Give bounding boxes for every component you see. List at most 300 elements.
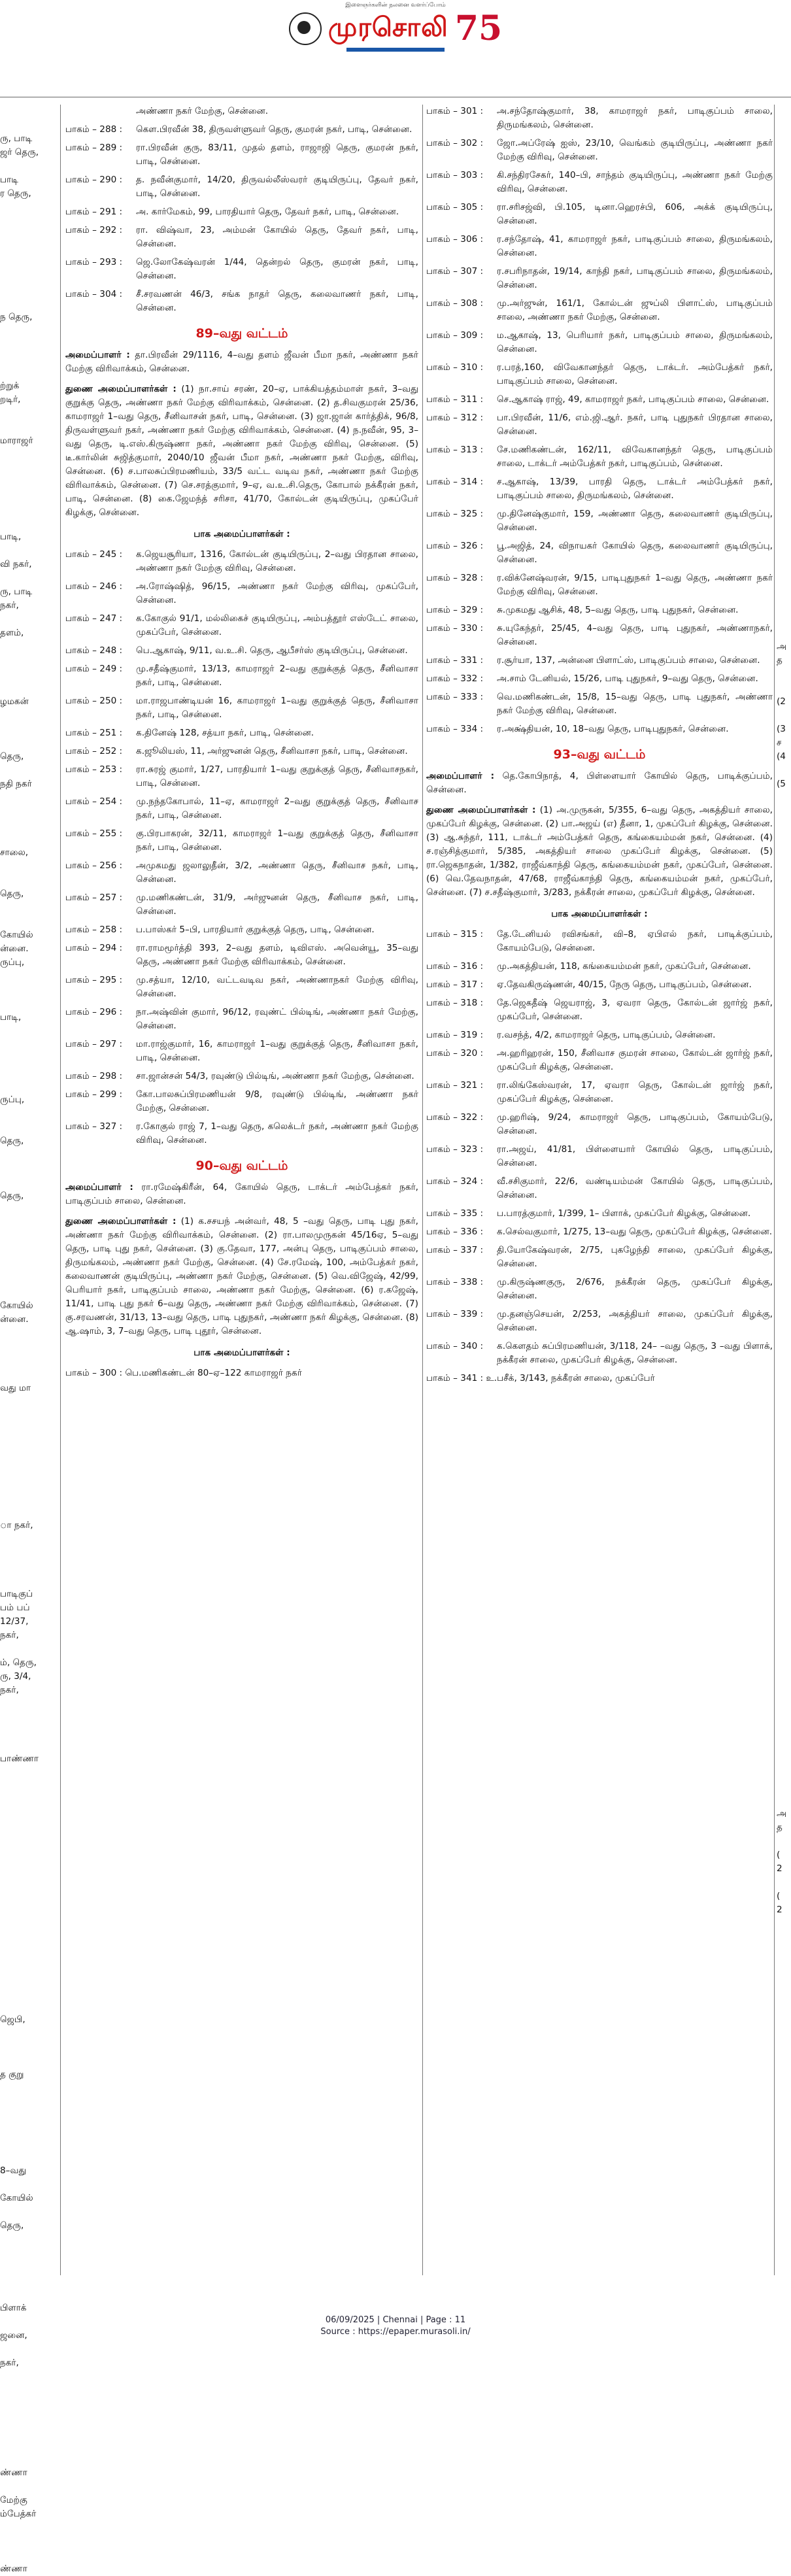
- cut-off-text-fragment: [0, 283, 58, 297]
- cut-off-text-fragment: [777, 819, 791, 832]
- cut-off-text-fragment: [777, 1230, 791, 1244]
- cut-off-text-fragment: [777, 1409, 791, 1423]
- cut-off-text-fragment: [777, 1752, 791, 1766]
- booth-organizer-address: த. நவீன்குமார், 14/20, திருவல்லீஸ்வரர் குடியிருப்பு, தேவர் நகர், பாடி, சென்னை.: [136, 175, 418, 199]
- column-divider: [422, 105, 423, 2275]
- booth-entry: [65, 224, 418, 251]
- cut-off-text-fragment: பிளாக்: [0, 2303, 27, 2313]
- cut-off-text-fragment: [0, 2123, 58, 2137]
- booth-label: பாகம் – 254 :: [65, 796, 123, 807]
- booth-organizer-address: ச.ஆகாஷ், 13/39, பாரதி தெரு, டாக்டர் அம்பேத்கர் நகர், பாடிகுப்பம் சாலை, திருமங்கலம், சென்னை.: [497, 477, 773, 501]
- cut-off-text-fragment: [777, 901, 791, 915]
- cut-off-text-fragment: [777, 1052, 791, 1066]
- cut-off-text-fragment: [0, 791, 58, 805]
- booth-label: பாகம் – 297 :: [65, 1039, 123, 1049]
- booth-entry: [426, 1111, 773, 1138]
- tagline: இளைஞர்களின் நலனை வளர்ப்போம்: [345, 2, 446, 8]
- booth-entry: [65, 1070, 418, 1083]
- cut-off-text-fragment: ண்ணா: [0, 2467, 27, 2478]
- cut-off-text-fragment: [0, 1546, 58, 1560]
- booth-entry: [65, 827, 418, 855]
- booth-entry: [65, 923, 418, 937]
- cut-off-text-fragment: [0, 2398, 58, 2411]
- cut-off-text-fragment: [0, 1821, 58, 1835]
- cut-off-text-fragment: [0, 1835, 58, 1848]
- cut-off-text-fragment: [777, 983, 791, 997]
- cut-off-text-fragment: [0, 1986, 58, 1999]
- cut-off-text-fragment: [0, 324, 58, 338]
- cut-off-text-fragment: [0, 2439, 58, 2452]
- footer-source-link[interactable]: Source : https://epaper.murasoli.in/: [320, 2327, 471, 2337]
- booth-organizer-address: ஏ.தேவகிருஷ்ணன், 40/15, நேரு தெரு, பாடிகுப்பம், சென்னை.: [497, 979, 752, 990]
- cut-off-text-fragment: [777, 1931, 791, 1944]
- cut-off-text-fragment: [777, 1766, 791, 1780]
- cut-off-text-fragment: [0, 256, 58, 269]
- cut-off-text-fragment: [777, 2137, 791, 2150]
- cut-off-text-fragment: [777, 1203, 791, 1217]
- cut-off-text-fragment: [0, 1052, 58, 1066]
- booth-organizer-address: அ.சாம் டேனியல், 15/26, பாடி புதுநகர், 9–வது தெரு, சென்னை.: [497, 673, 758, 684]
- cut-off-text-fragment: [0, 764, 58, 777]
- booth-organizer-address: க.ஜூலியஸ், 11, அர்ஜுனன் தெரு, சீனிவாசா நகர், பாடி, சென்னை.: [136, 746, 408, 756]
- cut-off-text-fragment: [777, 805, 791, 819]
- booth-organizer-address: க.கோகுல் 91/1, மல்லிகைச் குடியிருப்பு, அம்பத்தூர் எஸ்டேட் சாலை, முகப்பேர், சென்னை.: [136, 613, 418, 637]
- cut-off-text-fragment: [777, 1107, 791, 1121]
- cut-off-text-fragment: [777, 1079, 791, 1093]
- cut-off-text-fragment: [777, 1313, 791, 1327]
- cut-off-text-fragment: [777, 1436, 791, 1450]
- booth-organizer-address: அமுகமது ஜலாலுதீன், 3/2, அண்ணா தெரு, சீனிவாச நகர், பாடி, சென்னை.: [136, 860, 418, 885]
- page-footer: [0, 2314, 791, 2338]
- cut-off-text-fragment: [777, 1505, 791, 1519]
- cut-off-text-fragment: [777, 915, 791, 928]
- cut-off-text-fragment: றடிர்,: [0, 394, 21, 405]
- cut-off-text-fragment: [777, 352, 791, 365]
- cut-off-text-fragment: [777, 2095, 791, 2109]
- booth-organizer-address: தே.ஜெகதீஷ் ஜெயராஜ், 3, ஏவரா தெரு, கோல்டன் ஜார்ஜ் நகர், முகப்பேர், சென்னை.: [497, 998, 773, 1022]
- booth-organizer-address: ரா.அஜய், 41/81, பிள்ளையார் கோயில் தெரு, பாடிகுப்பம், சென்னை.: [497, 1144, 773, 1168]
- booth-entry: [426, 1079, 773, 1106]
- cut-off-text-fragment: ஜனை,: [0, 2330, 27, 2341]
- booth-organizer-address: வீ.சசிகுமார், 22/6, வண்டியம்மன் கோயில் தெரு, பாடிகுப்பம், சென்னை.: [497, 1176, 773, 1200]
- ward-heading-93: 93–வது வட்டம்: [553, 747, 646, 762]
- column-middle: [65, 105, 418, 1385]
- ward-heading-90: 90–வது வட்டம்: [195, 1159, 288, 1173]
- cut-off-text-fragment: (4: [777, 751, 786, 762]
- cut-off-text-fragment: [0, 860, 58, 873]
- cut-off-text-fragment: தெரு,: [0, 889, 24, 899]
- booth-label: பாகம் – 252 :: [65, 746, 123, 756]
- cut-off-text-fragment: [777, 1835, 791, 1848]
- cut-off-text-fragment: கோயில்: [0, 1300, 33, 1311]
- booth-label: பாகம் – 247 :: [65, 613, 123, 624]
- booth-label: பாகம் – 323 :: [426, 1144, 484, 1155]
- cut-off-text-fragment: [0, 2082, 58, 2095]
- cut-off-text-fragment: [777, 1176, 791, 1189]
- cut-off-text-fragment: [777, 681, 791, 695]
- cut-off-text-fragment: [0, 1738, 58, 1752]
- cut-off-text-fragment: [777, 1642, 791, 1656]
- brand-underline: [346, 48, 445, 52]
- booth-organizer-address: அண்ணா நகர் மேற்கு, சென்னை.: [136, 106, 269, 116]
- cut-off-text-fragment: [777, 1629, 791, 1642]
- booth-organizer-address: மு.மணிகண்டன், 31/9, அர்ஜுனன் தெரு, சீனிவாச நகர், பாடி, சென்னை.: [136, 892, 418, 917]
- booth-entry: [426, 1340, 773, 1367]
- cut-off-text-fragment: [777, 1491, 791, 1505]
- cut-off-text-fragment: பாடி,: [0, 532, 22, 542]
- booth-organizer-address: ர.சபரிநாதன், 19/14, காந்தி நகர், பாடிகுப்பம் சாலை, திருமங்கலம், சென்னை.: [497, 266, 773, 290]
- booth-label: பாகம் – 316 :: [426, 961, 484, 972]
- booth-organizer-address: ஜோ.அப்ரேஷ் ஐஸ், 23/10, வெங்கம் குடியிருப்பு, அண்ணா நகர் மேற்கு விரிவு, சென்னை.: [497, 138, 773, 162]
- cut-off-text-fragment: [777, 173, 791, 187]
- booth-organizer-address: க.செல்வகுமார், 1/275, 13–வது தெரு, முகப்பேர் கிழக்கு, சென்னை.: [497, 1227, 773, 1237]
- cut-off-text-fragment: [777, 1381, 791, 1395]
- booth-organizer-address: மா.ராஜபாண்டியன் 16, காமராஜர் 1–வது குறுக்குத் தெரு, சீனிவாசா நகர், பாடி, சென்னை.: [136, 696, 418, 720]
- booth-entry: [426, 1276, 773, 1303]
- booth-organizer-address: ர.சந்தோஷ், 41, காமராஜர் நகர், பாடிகுப்பம் சாலை, திருமங்கலம், சென்னை.: [497, 234, 773, 258]
- booth-entry: [426, 1175, 773, 1202]
- cut-off-text-fragment: [777, 462, 791, 475]
- booth-entry: [426, 475, 773, 503]
- booth-entry: [426, 1047, 773, 1074]
- cut-off-text-fragment: [777, 544, 791, 558]
- booth-organizer-address: தி.யோகேஷ்வரன், 2/75, புகழேந்தி சாலை, முகப்பேர் கிழக்கு, சென்னை.: [497, 1245, 773, 1269]
- cut-off-text-fragment: [777, 1533, 791, 1546]
- cut-off-text-fragment: [777, 613, 791, 626]
- booth-organizer-address: கு.பிரபாகரன், 32/11, காமராஜர் 1–வது குறுக்குத் தெரு, சீனிவாசா நகர், பாடி, சென்னை.: [136, 828, 418, 853]
- cut-off-text-fragment: [777, 379, 791, 393]
- booth-organizer-address: ரா.ராமமூர்த்தி 393, 2–வது தளம், டிவிஎஸ். அவென்யூ, 35–வது தெரு, அண்ணா நகர் மேற்கு விரிவாக்கம், சென்னை.: [136, 943, 418, 967]
- booth-organizer-address: ரா.பிரவீன் குரு, 83/11, முதல் தளம், ராஜாஜி தெரு, குமரன் நகர், பாடி, சென்னை.: [136, 143, 418, 167]
- booth-entry: [65, 173, 418, 201]
- cut-off-text-fragment: [777, 311, 791, 324]
- cut-off-text-fragment: [0, 1423, 58, 1436]
- cut-off-text-fragment: [0, 1258, 58, 1272]
- booth-entry: [65, 548, 418, 575]
- cut-off-text-fragment: [0, 503, 58, 517]
- booth-label: பாகம் – 329 :: [426, 605, 484, 615]
- cut-off-text-fragment: [0, 805, 58, 819]
- booth-entry: [65, 644, 418, 658]
- cut-off-text-fragment: [777, 1917, 791, 1931]
- cut-off-text-fragment: [0, 997, 58, 1011]
- cut-off-text-fragment: [777, 1574, 791, 1587]
- cut-off-text-fragment: வது மா: [0, 1383, 31, 1393]
- cut-off-text-fragment: [777, 1972, 791, 1986]
- booth-organizer-address: மு.தினேஷ்குமார், 159, அண்ணா தெரு, கலைவாணர் குடியிருப்பு, சென்னை.: [497, 509, 773, 533]
- booth-organizer-address: மு.கிருஷ்ணகுரு, 2/676, நக்கீரன் தெரு, முகப்பேர் கிழக்கு, சென்னை.: [497, 1277, 773, 1301]
- cut-off-text-fragment: [777, 1217, 791, 1230]
- booth-entry: [65, 662, 418, 690]
- cut-off-text-fragment: தெரு,: [0, 1191, 24, 1201]
- booth-organizer-address: க.கௌதம் சுப்பிரமணியன், 3/118, 24– –வது தெரு, 3 –வது பிளாக், நக்கீரன் சாலை, முகப்பேர் கிழக்கு, சென்னை.: [497, 1341, 773, 1365]
- cut-off-text-fragment: [777, 1546, 791, 1560]
- cut-off-text-fragment: [0, 297, 58, 311]
- booth-organizer-address: மு.நந்தகோபால், 11–ஏ, காமராஜர் 2–வது குறுக்குத் தெரு, சீனிவாச நகர், பாடி, சென்னை.: [136, 796, 418, 821]
- anniversary-badge: 75: [454, 8, 503, 48]
- cut-off-text-fragment: நதி நகர்: [0, 779, 32, 789]
- booth-organizer-address: ம.ஆகாஷ், 13, பெரியார் நகர், பாடிகுப்பம் சாலை, திருமங்கலம், சென்னை.: [497, 330, 773, 354]
- booth-entry: [65, 1038, 418, 1065]
- cut-off-text-fragment: [777, 1519, 791, 1533]
- cut-off-text-fragment: [0, 901, 58, 915]
- cut-off-text-fragment: [777, 256, 791, 269]
- newspaper-logo: [289, 8, 503, 48]
- booth-entry: [426, 507, 773, 535]
- cut-off-text-fragment: [0, 1464, 58, 1478]
- cut-off-text-fragment: [0, 2343, 58, 2356]
- cut-off-text-fragment: [777, 846, 791, 860]
- cut-off-text-fragment: [777, 1793, 791, 1807]
- cut-off-text-fragment: ருப்பு,: [0, 957, 25, 968]
- cut-off-text-fragment: [0, 970, 58, 983]
- booth-organizer-address: மு.அர்ஜுன், 161/1, கோல்டன் ஜுப்லி பிளாட்ஸ், பாடிகுப்பம் சாலை, அண்ணா நகர் மேற்கு, சென்னை.: [497, 298, 773, 322]
- booth-organizer-address: ர.பரத்,160, விவேகானந்தர் தெரு, டாக்டர். அம்பேத்கர் நகர், பாடிகுப்பம் சாலை, சென்னை.: [497, 362, 773, 386]
- cut-off-text-fragment: [777, 1340, 791, 1354]
- booth-entry: [426, 672, 773, 686]
- cut-off-text-fragment: ஜர் தெரு,: [0, 147, 39, 158]
- cut-off-text-fragment: [0, 2233, 58, 2246]
- cut-off-text-fragment: [0, 1944, 58, 1958]
- booth-label: பாகம் – 296 :: [65, 1007, 123, 1017]
- cut-off-text-fragment: [777, 942, 791, 956]
- booth-entry: [65, 141, 418, 169]
- cut-off-text-fragment: [0, 722, 58, 736]
- booth-label: பாகம் – 324 :: [426, 1176, 484, 1187]
- cut-off-text-fragment: [777, 434, 791, 448]
- cut-off-text-fragment: [777, 1423, 791, 1436]
- booth-entry: [426, 329, 773, 356]
- cut-off-text-fragment: [777, 1189, 791, 1203]
- ward-heading-89: 89–வது வட்டம்: [195, 326, 288, 341]
- booth-label: பாகம் – 314 :: [426, 477, 484, 487]
- booth-label: பாகம் – 250 :: [65, 696, 123, 706]
- booth-entry: [65, 726, 418, 740]
- cut-off-text-fragment: [777, 1684, 791, 1697]
- cut-off-text-fragment: [777, 1093, 791, 1107]
- booth-organizer-address: ரா.சரிசஜ்வி, பி.105, டினா.ஹெரச்பி, 606, அக்க் குடியிருப்பு, சென்னை.: [497, 202, 773, 226]
- booth-organizer-address: ப.பாஸ்கர் 5–பி, பாரதியார் குறுக்குத் தெரு, பாடி, சென்னை.: [136, 924, 375, 935]
- cut-off-text-fragment: தெரு,: [0, 2220, 24, 2231]
- section-organizers-heading: பாக அமைப்பாளர்கள் :: [194, 1347, 290, 1358]
- booth-organizer-address: மா.ராஜ்குமார், 16, காமராஜர் 1–வது குறுக்குத் தெரு, சீனிவாசா நகர், பாடி, சென்னை.: [136, 1039, 418, 1063]
- booth-label: பாகம் – 311 :: [426, 394, 484, 405]
- booth-entry: [426, 201, 773, 228]
- cut-off-text-fragment: [0, 105, 58, 118]
- cut-off-text-fragment: ருப்பு,: [0, 1094, 25, 1105]
- cut-off-text-fragment: [777, 324, 791, 338]
- booth-label: பாகம் – 290 :: [65, 175, 123, 185]
- cut-off-text-fragment: [0, 420, 58, 434]
- cut-off-text-fragment: [0, 475, 58, 489]
- cut-off-text-fragment: [0, 1890, 58, 1903]
- cut-off-text-fragment: [0, 1244, 58, 1258]
- cut-off-text-fragment: [0, 2205, 58, 2219]
- cut-off-text-fragment: [0, 1038, 58, 1052]
- cut-off-text-fragment: [777, 1258, 791, 1272]
- cut-off-text-fragment: பாடிகுப்: [0, 1589, 33, 1599]
- booth-entry: [65, 859, 418, 887]
- cut-off-text-fragment: [0, 2549, 58, 2562]
- booth-organizer-address: செ.ஆகாஷ் ராஜ், 49, காமராஜர் நகர், பாடிகுப்பம் சாலை, சென்னை.: [497, 394, 769, 405]
- cut-off-text-fragment: [0, 2411, 58, 2425]
- booth-organizer-address: மு.அகத்தியன், 118, கங்கையம்மன் நகர், முகப்பேர், சென்னை.: [497, 961, 751, 972]
- cut-off-text-fragment: [777, 269, 791, 283]
- cut-off-text-fragment: [777, 338, 791, 352]
- masthead: [0, 0, 791, 58]
- cut-off-text-fragment: கோயில்: [0, 2193, 33, 2203]
- booth-entry: [426, 654, 773, 668]
- booth-entry: [426, 622, 773, 649]
- booth-label: பாகம் – 256 :: [65, 860, 123, 871]
- cut-off-text-fragment: பாண்ணா: [0, 1754, 39, 1764]
- booth-organizer-address: மு.ஹரிஷ், 9/24, காமராஜர் தெரு, பாடிகுப்பம், கோயம்பேடு, சென்னை.: [497, 1112, 773, 1136]
- cut-off-text-fragment: ரு, 3/4,: [0, 1671, 31, 1682]
- booth-label: பாகம் – 248 :: [65, 645, 123, 656]
- cut-off-text-fragment: [0, 1793, 58, 1807]
- ward-organizer: அமைப்பாளர் : தெ.கோபிநாத், 4, பிள்ளையார் கோயில் தெரு, பாடிக்குப்பம், சென்னை.: [426, 771, 773, 795]
- cut-off-text-fragment: [777, 1011, 791, 1025]
- cut-off-text-fragment: [0, 242, 58, 256]
- ward-organizer: அமைப்பாளர் : தா.பிரவீன் 29/1116, 4–வது தளம் ஜீவன் பீமா நகர், அண்ணா நகர் மேற்கு விரிவாக்கம், சென்னை.: [65, 350, 418, 374]
- cut-off-text-fragment: [777, 2068, 791, 2082]
- booth-organizer-address: கோ.பாலசுப்பிரமணியன் 9/8, ரவுண்டு பில்டிங், அண்ணா நகர் மேற்கு, சென்னை.: [136, 1089, 418, 1113]
- booth-label: பாகம் – 334 :: [426, 724, 484, 734]
- booth-organizer-address: அ.ஹரிஹரன், 150, சீனிவாச குமரன் சாலை, கோல்டன் ஜார்ஜ் நகர், முகப்பேர் கிழக்கு, சென்னை.: [497, 1048, 773, 1072]
- cut-off-text-fragment: 12/37,: [0, 1616, 29, 1627]
- booth-label: பாகம் – 327 :: [65, 1121, 123, 1132]
- cut-off-text-fragment: பாடி,: [0, 1012, 22, 1023]
- cut-off-text-fragment: [0, 1217, 58, 1230]
- cut-off-text-fragment: [0, 1176, 58, 1189]
- booth-label: [65, 105, 136, 118]
- booth-organizer-address: க.தினேஷ் 128, சத்யா நகர், பாடி, சென்னை.: [136, 728, 314, 738]
- cut-off-text-fragment: [0, 1876, 58, 1890]
- cut-off-text-fragment: [777, 1464, 791, 1478]
- cut-off-text-fragment: நகர்,: [0, 1685, 19, 1695]
- cut-off-text-fragment: [0, 1491, 58, 1505]
- cut-off-text-fragment: [777, 791, 791, 805]
- cut-off-text-fragment: [0, 1450, 58, 1464]
- booth-label: பாகம் – 245 :: [65, 549, 123, 560]
- cut-off-text-fragment: [0, 1066, 58, 1079]
- cut-off-text-fragment: [777, 860, 791, 873]
- booth-label: பாகம் – 298 :: [65, 1071, 123, 1081]
- booth-label: பாகம் – 294 :: [65, 943, 123, 953]
- column-divider: [60, 105, 61, 2275]
- cut-off-text-fragment: [0, 1958, 58, 1972]
- booth-organizer-address: சீ.சரவணன் 46/3, சங்க நாதர் தெரு, கலைவாணர் நகர், பாடி, சென்னை.: [136, 289, 418, 313]
- booth-entry: [426, 978, 773, 992]
- booth-label: பாகம் – 302 :: [426, 138, 484, 148]
- cut-off-text-fragment: [0, 1354, 58, 1368]
- booth-label: பாகம் – 338 :: [426, 1277, 484, 1287]
- cut-off-text-fragment: [0, 1533, 58, 1546]
- cut-off-text-fragment: [777, 1738, 791, 1752]
- cut-off-text-fragment: [0, 489, 58, 503]
- cut-off-text-fragment: [777, 1162, 791, 1176]
- cut-off-text-fragment: [777, 1272, 791, 1285]
- booth-organizer-address: ஜெ.லோகேஷ்வரன் 1/44, தென்றல் தெரு, குமரன் நகர், பாடி, சென்னை.: [136, 257, 418, 281]
- booth-entry: [65, 205, 418, 219]
- cut-off-text-fragment: [777, 585, 791, 599]
- cut-off-text-fragment: [0, 1505, 58, 1519]
- cut-off-text-fragment: வி நகர்,: [0, 559, 32, 569]
- booth-label: பாகம் – 335 :: [426, 1208, 484, 1219]
- cut-off-text-fragment: [777, 1121, 791, 1134]
- cut-off-text-fragment: [0, 352, 58, 365]
- booth-entry: [65, 795, 418, 822]
- cut-off-text-fragment: (2: [777, 696, 786, 707]
- cut-off-text-fragment: தளம்,: [0, 628, 24, 638]
- booth-organizer-address: ப.பாரத்குமார், 1/399, 1– பிளாக், முகப்பேர் கிழக்கு, சென்னை.: [497, 1208, 751, 1219]
- booth-entry: [426, 1207, 773, 1221]
- booth-organizer-address: ரா.லிங்கேஸ்வரன், 17, ஏவரா தெரு, கோல்டன் ஜார்ஜ் நகர், முகப்பேர் கிழக்கு, சென்னை.: [497, 1080, 773, 1104]
- cut-off-text-fragment: [777, 2109, 791, 2123]
- cut-off-text-fragment: தெரு,: [0, 1136, 24, 1146]
- cut-off-text-fragment: ரு, பாடி: [0, 133, 33, 144]
- booth-entry: [426, 443, 773, 471]
- cut-off-text-fragment: [777, 997, 791, 1011]
- booth-entry: [65, 288, 418, 315]
- footer-date-line: 06/09/2025 | Chennai | Page : 11: [325, 2315, 466, 2325]
- booth-entry: [65, 1088, 418, 1115]
- cut-off-text-fragment: [777, 2027, 791, 2041]
- cut-off-text-fragment: [0, 2178, 58, 2192]
- cut-off-text-fragment: [777, 448, 791, 462]
- cut-off-text-fragment: ன்னை.: [0, 943, 29, 954]
- cut-off-text-fragment: [777, 146, 791, 160]
- cut-off-text-fragment: [0, 1917, 58, 1931]
- cut-off-text-fragment: [777, 1285, 791, 1299]
- cut-off-text-fragment: [0, 1999, 58, 2013]
- booth-entry: [426, 169, 773, 196]
- deputy-organizers: துணை அமைப்பாளர்கள் : (1) அ.முருகன், 5/355, 6–வது தெரு, அகத்தியர் சாலை, முகப்பேர் கிழக்கு, சென்னை. (2) பா.அஜய் (எ) தீனா, 1, முகப்பேர் கிழக்கு, சென்னை. (3) ஆ.சுந்தர், 111, டாக்டர் அம்பேத்கர் தெரு, கங்கையம்மன் நகர், சென்னை. (4) ச.ரஞ்சித்குமார், 5/385, அகத்தியர் சாலை முகப்பேர் கிழக்கு, சென்னை. (5) ரா.ஜெகநாதன், 1/382, ராஜீவ்காந்தி தெரு, கங்கையம்மன் நகர், முகப்பேர், சென்னை. (6) வெ.தேவநாதன், 47/68, ராஜீவ்காந்தி தெரு, கங்கையம்மன் நகர், முகப்பேர், சென்னை. (7) ச.சதீஷ்குமார், 3/283, நக்கீரன் சாலை, முகப்பேர் கிழக்கு, சென்னை.: [426, 805, 773, 898]
- cut-off-text-fragment: [0, 2150, 58, 2164]
- booth-organizer-address: மு.தனஞ்செயன், 2/253, அகத்தியர் சாலை, முகப்பேர் கிழக்கு, சென்னை.: [497, 1309, 773, 1333]
- booth-entry: [65, 694, 418, 722]
- cut-off-text-fragment: [777, 1780, 791, 1793]
- booth-label: பாகம் – 320 :: [426, 1048, 484, 1059]
- booth-entry: [65, 123, 418, 137]
- cut-off-text-fragment: [0, 407, 58, 420]
- cut-off-text-fragment: [777, 187, 791, 201]
- booth-label: பாகம் – 332 :: [426, 673, 484, 684]
- cut-off-text-fragment: [777, 1560, 791, 1574]
- booth-entry: [426, 996, 773, 1024]
- cut-off-text-fragment: [0, 668, 58, 681]
- cut-off-text-fragment: [0, 2288, 58, 2301]
- cut-off-text-fragment: ண்ணா: [0, 2564, 27, 2574]
- cut-off-text-fragment: [0, 2054, 58, 2068]
- booth-entry: [65, 1120, 418, 1147]
- cut-off-text-fragment: [0, 1766, 58, 1780]
- cut-off-text-fragment: [0, 544, 58, 558]
- continued-entry: பாகம் – 300 : பெ.மணிகண்டன் 80–ஏ–122 காமராஜர் நகர்: [65, 1368, 302, 1378]
- booth-entry: [426, 1143, 773, 1170]
- cut-off-text-fragment: ழமகன்: [0, 696, 29, 707]
- cut-off-text-fragment: [777, 571, 791, 585]
- cut-off-text-fragment: [0, 2521, 58, 2535]
- cut-off-text-fragment: [0, 1711, 58, 1725]
- booth-organizer-address: பா.பிரவீன், 11/6, எம்.ஜி.ஆர். நகர், பாடி புதுநகர் பிரதான சாலை, சென்னை.: [497, 413, 773, 437]
- booth-label: பாகம் – 299 :: [65, 1089, 123, 1100]
- cut-off-text-fragment: [777, 668, 791, 681]
- booth-organizer-address: நா.அஷ்வின் குமார், 96/12, ரவுண்ட் பில்டிங், அண்ணா நகர் மேற்கு, சென்னை.: [136, 1007, 418, 1031]
- cut-off-text-fragment: [0, 1025, 58, 1038]
- cut-off-text-fragment: பம் பப்: [0, 1602, 30, 1613]
- cut-off-text-fragment: [0, 1203, 58, 1217]
